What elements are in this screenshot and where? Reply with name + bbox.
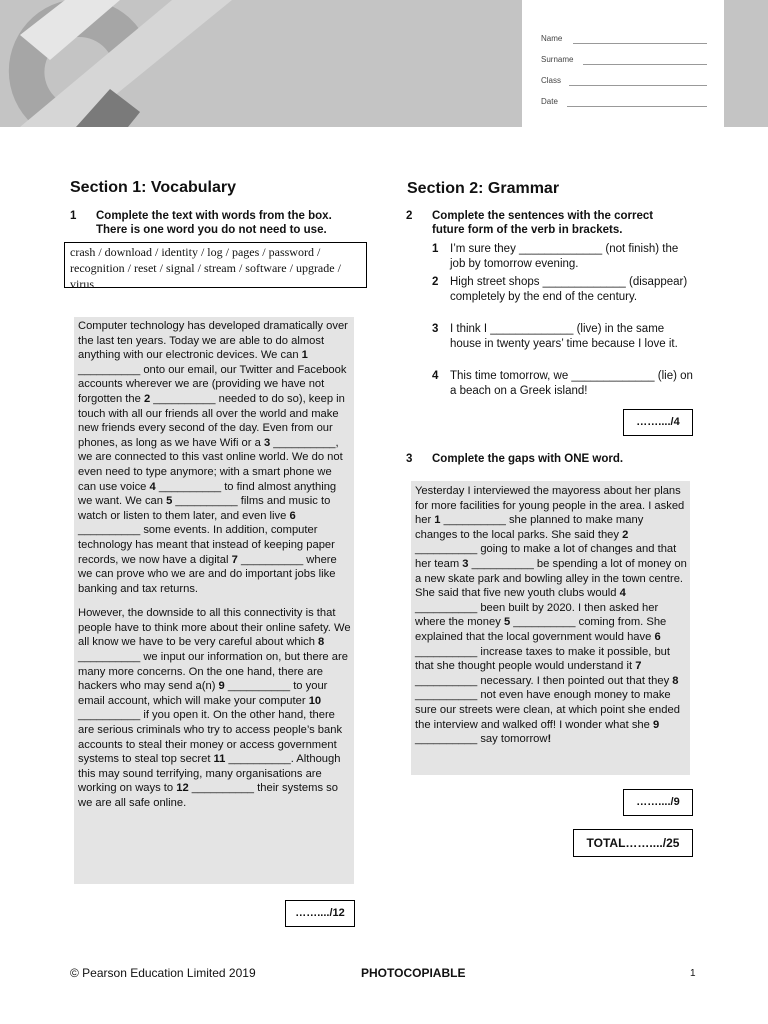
- q2-item-1: 1 I’m sure they _____________ (not finish) the job by tomorrow evening.: [432, 243, 679, 270]
- q2-item-3: 3 I think I _____________ (live) in the same house in twenty years’ time because I love it.: [432, 323, 678, 350]
- word-box: crash / download / identity / log / pages / password / recognition / reset / signal / stream / software / upgrade / virus: [64, 242, 367, 288]
- name-field[interactable]: Name: [541, 34, 707, 46]
- total-score-box: TOTAL……..../25: [573, 829, 693, 857]
- vocabulary-text: Computer technology has developed dramatically over the last ten years. Today we are able to do almost anything with our electronic devices. We can 1 __________ onto our email, our Twitter and Facebook accounts wherever we are (providing we have not forgotten the 2 __________ needed to do so), keep in touch with all our friends all over the world and make new friends every second of the day. Even from our phones, as long as we have Wifi or a 3 __________, we are connected to this vast online world. We do not even need to type anymore; with a smart phone we can use voice 4 __________ to find almost anything we want. We can 5 __________ films and music to watch or listen to them later, and even live 6 __________ some events. In addition, computer technology has meant that instead of keeping paper records, we now have a digital 7 __________ where we can prove who we are and do important jobs like banking and tax returns. However, the downside to all this connectivity is that people have to think more about their online safety. We all know we have to be very careful about which 8 __________ we input our information on, but there are many more concerns. On the one hand, there are hackers who may send a(n) 9 __________ to your email account, which will make your computer 10 __________ if you open it. On the other hand, there are serious criminals who try to access people’s bank accounts to steal their money or access government systems to steal top secret 11 __________. Although this may sound terrifying, many organisations are working on ways to 12 __________ their systems so we are all safe online.: [74, 317, 354, 884]
- date-field[interactable]: Date: [541, 97, 707, 109]
- q2-item-2: 2 High street shops _____________ (disappear) completely by the end of the century.: [432, 276, 688, 303]
- q2-instruction: 2 Complete the sentences with the correct future form of the verb in brackets.: [406, 210, 654, 236]
- q1-instruction: 1 Complete the text with words from the box. There is one word you do not need to use.: [70, 210, 332, 236]
- q3-score-box: ……..../9: [623, 789, 693, 816]
- class-field[interactable]: Class: [541, 76, 707, 88]
- q2-item-4: 4 This time tomorrow, we _____________ (lie) on a beach on a Greek island!: [432, 370, 693, 397]
- section1-title: Section 1: Vocabulary: [70, 179, 236, 196]
- page-number: 1: [690, 968, 696, 979]
- surname-field[interactable]: Surname: [541, 55, 707, 67]
- section2-title: Section 2: Grammar: [407, 180, 560, 197]
- grammar-gap-text: Yesterday I interviewed the mayoress about her plans for more facilities for young people in the area. I asked her 1 __________ she planned to make many changes to the local parks. She said they 2 __________ going to make a lot of changes and that her team 3 __________ be spending a lot of money on a new skate park and bowling alley in the town centre. She said that five new youth clubs would 4 __________ been built by 2020. I then asked her where the money 5 __________ coming from. She explained that the local government would have 6 __________ increase taxes to make it possible, but that she thought people would understand it 7 __________ necessary. I then pointed out that they 8 __________ not even have enough money to make sure our streets were clean, at which point she ended the interview and walked off! I wonder what she 9 __________ say tomorrow!: [411, 481, 690, 775]
- photocopiable-label: PHOTOCOPIABLE: [361, 966, 466, 980]
- section1-score-box: ……..../12: [285, 900, 355, 927]
- copyright: © Pearson Education Limited 2019: [70, 966, 256, 980]
- q2-score-box: ……..../4: [623, 409, 693, 436]
- q3-instruction: 3 Complete the gaps with ONE word.: [406, 453, 624, 465]
